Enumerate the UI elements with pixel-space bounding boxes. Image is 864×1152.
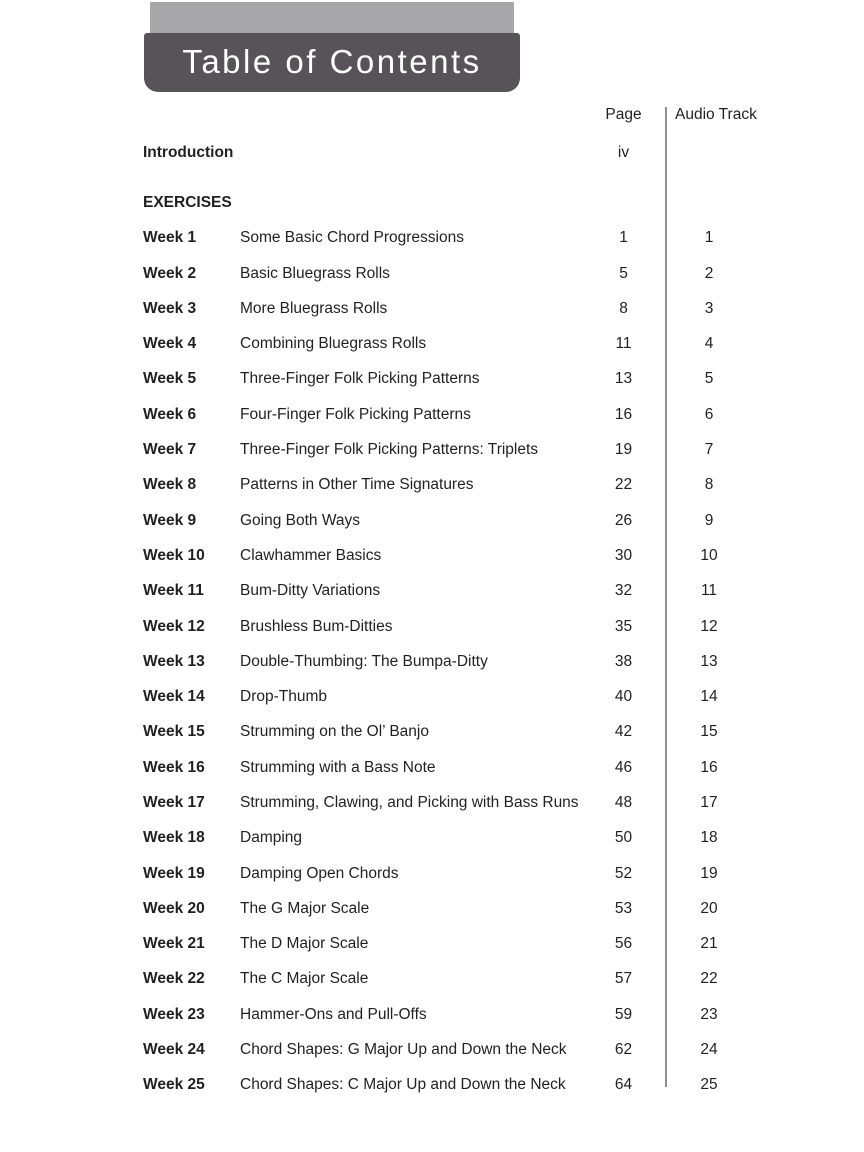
toc-row-audio-track-number: 21 — [700, 935, 718, 953]
toc-row-title: Hammer-Ons and Pull-Offs — [240, 1005, 427, 1023]
toc-row-audio-track-number: 18 — [700, 829, 718, 847]
toc-row-audio-track-number: 11 — [700, 582, 718, 600]
toc-row-title: Patterns in Other Time Signatures — [240, 476, 474, 494]
toc-row-audio-track-number: 7 — [704, 441, 714, 459]
toc-row — [143, 644, 751, 679]
toc-row-page-number: 16 — [614, 405, 633, 423]
toc-row-page-number: 5 — [619, 264, 628, 282]
toc-row — [143, 221, 751, 256]
toc-row — [143, 1032, 751, 1067]
toc-row-audio-track-number: 23 — [700, 1005, 718, 1023]
toc-row-title: The D Major Scale — [240, 935, 369, 953]
toc-row-page-number: 48 — [614, 793, 633, 811]
toc-row-page-number: 35 — [614, 617, 633, 635]
toc-row-audio-track-number: 10 — [700, 546, 718, 564]
toc-row — [143, 856, 751, 891]
toc-row — [143, 326, 751, 361]
toc-row — [143, 679, 751, 714]
toc-row-audio-track-number: 22 — [700, 970, 718, 988]
toc-row-title: Drop-Thumb — [240, 688, 327, 706]
toc-row — [143, 609, 751, 644]
toc-row-label: Week 24 — [143, 1041, 205, 1059]
column-headers — [143, 103, 757, 127]
toc-row-title: Three-Finger Folk Picking Patterns: Triplets — [240, 441, 539, 459]
toc-row — [143, 538, 751, 573]
page-title: Table of Contents — [182, 42, 482, 80]
toc-row-page-number: 11 — [615, 335, 632, 353]
toc-row-audio-track-number: 8 — [704, 476, 714, 494]
toc-row-label: Week 21 — [143, 935, 205, 953]
toc-row-audio-track-number: 1 — [704, 229, 714, 247]
toc-row-page-number: 13 — [614, 370, 633, 388]
toc-row-page-number: 26 — [614, 511, 633, 529]
toc-row-page-number: 1 — [619, 229, 628, 247]
toc-row-audio-track-number: 19 — [700, 864, 718, 882]
toc-row — [143, 1068, 751, 1103]
toc-row-page-number: 46 — [614, 758, 633, 776]
toc-row-title: Brushless Bum-Ditties — [240, 617, 393, 635]
toc-row — [143, 503, 751, 538]
toc-banner — [144, 33, 520, 92]
column-divider-rule — [665, 107, 667, 1087]
toc-row-title: Basic Bluegrass Rolls — [240, 264, 390, 282]
toc-row — [143, 135, 751, 170]
toc-row-page-number: 50 — [614, 829, 633, 847]
toc-row — [143, 785, 751, 820]
toc-row-label: Week 16 — [143, 758, 205, 776]
toc-row-page-number: 53 — [614, 899, 633, 917]
toc-row-title: Clawhammer Basics — [240, 546, 382, 564]
toc-row-audio-track-number: 24 — [700, 1041, 718, 1059]
toc-row-audio-track-number: 20 — [700, 899, 718, 917]
toc-row-label: Week 23 — [143, 1005, 205, 1023]
toc-row — [143, 256, 751, 291]
toc-row — [143, 927, 751, 962]
toc-row-title: Four-Finger Folk Picking Patterns — [240, 405, 471, 423]
toc-row — [143, 715, 751, 750]
toc-row-title: The C Major Scale — [240, 970, 369, 988]
toc-row-title: More Bluegrass Rolls — [240, 299, 388, 317]
toc-row — [143, 750, 751, 785]
toc-row-title: Strumming on the Ol’ Banjo — [240, 723, 429, 741]
toc-row — [143, 997, 751, 1032]
toc-row-label: Week 19 — [143, 864, 205, 882]
toc-row — [143, 397, 751, 432]
toc-row-title: Going Both Ways — [240, 511, 361, 529]
toc-row-page-number: iv — [617, 143, 630, 161]
toc-row-audio-track-number: 16 — [700, 758, 718, 776]
toc-row — [143, 821, 751, 856]
toc-row-label: Week 4 — [143, 335, 197, 353]
toc-row-label: Week 3 — [143, 299, 197, 317]
toc-row-title: Chord Shapes: G Major Up and Down the Neck — [240, 1041, 567, 1059]
toc-row-audio-track-number: 25 — [700, 1076, 718, 1094]
toc-row-title: Damping — [240, 829, 303, 847]
audio-track-column-header: Audio Track — [675, 106, 757, 123]
toc-row-label: Week 17 — [143, 793, 205, 811]
toc-row-label: Week 14 — [143, 688, 205, 706]
toc-row-audio-track-number: 14 — [700, 688, 718, 706]
toc-row-title: Combining Bluegrass Rolls — [240, 335, 427, 353]
toc-row-page-number: 32 — [614, 582, 633, 600]
toc-row-audio-track-number: 5 — [704, 370, 714, 388]
toc-row-label: Week 11 — [143, 582, 204, 600]
toc-row-audio-track-number: 17 — [700, 793, 718, 811]
toc-row-title: Strumming, Clawing, and Picking with Bass Runs — [240, 793, 579, 811]
toc-row — [143, 362, 751, 397]
toc-row-label: Introduction — [143, 143, 234, 161]
toc-row-audio-track-number: 2 — [704, 264, 714, 282]
toc-row-label: Week 15 — [143, 723, 205, 741]
toc-row-page-number: 8 — [619, 299, 628, 317]
toc-table — [143, 103, 757, 1103]
toc-row-label: Week 25 — [143, 1076, 205, 1094]
toc-row-label: Week 8 — [143, 476, 197, 494]
toc-row-label: Week 5 — [143, 370, 197, 388]
toc-row — [143, 574, 751, 609]
toc-row-title: Double-Thumbing: The Bumpa-Ditty — [240, 652, 488, 670]
toc-row-audio-track-number: 13 — [700, 652, 718, 670]
toc-row-label: Week 9 — [143, 511, 197, 529]
toc-row-label: Week 2 — [143, 264, 197, 282]
toc-row-page-number: 52 — [614, 864, 633, 882]
toc-row-label: Week 7 — [143, 441, 197, 459]
toc-row-audio-track-number: 9 — [704, 511, 714, 529]
toc-row-title: Strumming with a Bass Note — [240, 758, 436, 776]
toc-row-audio-track-number: 12 — [700, 617, 718, 635]
toc-row-page-number: 40 — [614, 688, 633, 706]
toc-row-page-number: 57 — [614, 970, 633, 988]
toc-row-page-number: 42 — [614, 723, 633, 741]
toc-row-title: The G Major Scale — [240, 899, 370, 917]
toc-row-page-number: 22 — [614, 476, 633, 494]
banner-top-bar — [150, 2, 514, 33]
toc-row-audio-track-number: 3 — [704, 299, 714, 317]
page-column-header: Page — [605, 106, 642, 123]
toc-row-page-number: 64 — [614, 1076, 633, 1094]
toc-row-audio-track-number: 15 — [700, 723, 718, 741]
toc-row — [143, 432, 751, 467]
toc-row — [143, 468, 751, 503]
toc-row-title: Three-Finger Folk Picking Patterns — [240, 370, 480, 388]
toc-row-page-number: 19 — [614, 441, 633, 459]
toc-rows — [143, 135, 751, 1103]
toc-row-title: Damping Open Chords — [240, 864, 399, 882]
toc-row-audio-track-number: 4 — [704, 335, 714, 353]
toc-section-header — [143, 185, 751, 220]
toc-row-page-number: 30 — [614, 546, 633, 564]
toc-row-label: Week 22 — [143, 970, 205, 988]
toc-row-page-number: 59 — [614, 1005, 633, 1023]
toc-row-label: Week 1 — [143, 229, 197, 247]
toc-row-audio-track-number: 6 — [704, 405, 714, 423]
toc-row-label: Week 18 — [143, 829, 205, 847]
toc-row-page-number: 62 — [614, 1041, 633, 1059]
toc-row-title: Chord Shapes: C Major Up and Down the Neck — [240, 1076, 566, 1094]
toc-row — [143, 891, 751, 926]
toc-row-label: Week 6 — [143, 405, 197, 423]
toc-row-label: Week 20 — [143, 899, 205, 917]
toc-row-title: Some Basic Chord Progressions — [240, 229, 464, 247]
toc-row-page-number: 38 — [614, 652, 633, 670]
toc-row — [143, 962, 751, 997]
toc-row-label: Week 10 — [143, 546, 205, 564]
toc-row-label: Week 13 — [143, 652, 205, 670]
toc-row-label: Week 12 — [143, 617, 205, 635]
toc-section-label: EXERCISES — [143, 193, 232, 211]
toc-row — [143, 291, 751, 326]
toc-row-title: Bum-Ditty Variations — [240, 582, 381, 600]
toc-row-page-number: 56 — [614, 935, 633, 953]
